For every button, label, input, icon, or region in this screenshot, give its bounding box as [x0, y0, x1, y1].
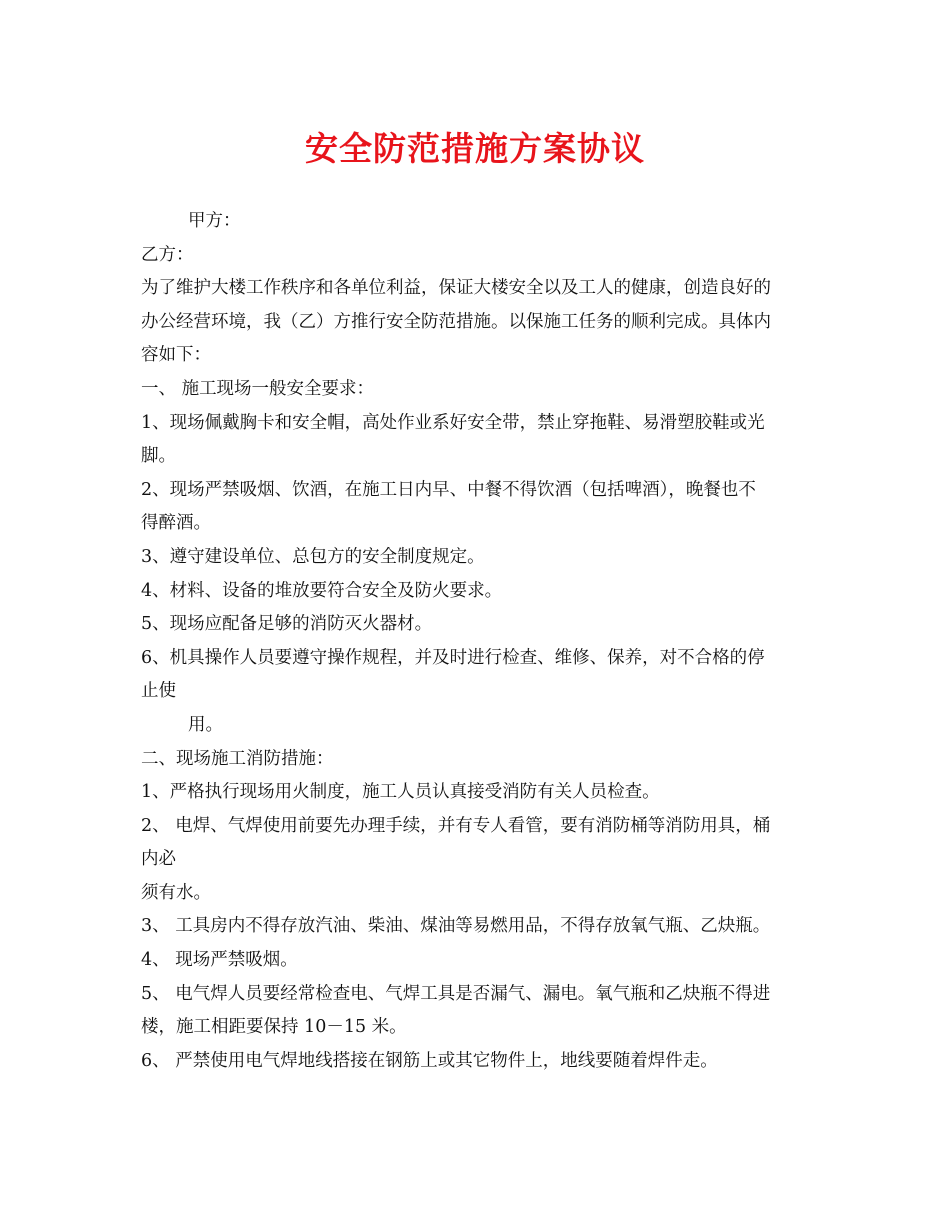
text-line: 2、 电焊、气焊使用前要先办理手续，并有专人看管，要有消防桶等消防用具，桶 [141, 815, 771, 836]
text-line: 2、现场严禁吸烟、饮酒，在施工日内早、中餐不得饮酒（包括啤酒），晚餐也不 [141, 479, 756, 500]
text-line: 1、严格执行现场用火制度，施工人员认真接受消防有关人员检查。 [141, 782, 660, 803]
text-line: 用。 [188, 714, 223, 735]
text-line: 6、机具操作人员要遵守操作规程，并及时进行检查、维修、保养，对不合格的停 [141, 647, 765, 668]
text-line: 4、 现场严禁吸烟。 [141, 950, 298, 971]
text-line: 乙方： [141, 244, 194, 265]
text-line: 容如下： [141, 345, 211, 366]
text-line: 一、 施工现场一般安全要求： [141, 378, 375, 399]
text-line: 楼，施工相距要保持 10－15 米。 [141, 1017, 407, 1038]
text-line: 3、 工具房内不得存放汽油、柴油、煤油等易燃用品，不得存放氧气瓶、乙炔瓶。 [141, 916, 771, 937]
text-line: 得醉酒。 [141, 513, 211, 534]
text-line: 5、现场应配备足够的消防灭火器材。 [141, 614, 433, 635]
text-line: 甲方： [188, 211, 241, 231]
document-body [141, 205, 816, 1078]
text-line: 4、材料、设备的堆放要符合安全及防火要求。 [141, 580, 503, 601]
text-line: 二、现场施工消防措施： [141, 748, 334, 769]
text-line: 脚。 [141, 446, 176, 467]
text-line: 须有水。 [141, 882, 211, 903]
text-line: 3、遵守建设单位、总包方的安全制度规定。 [141, 546, 485, 567]
text-line: 办公经营环境，我（乙）方推行安全防范措施。以保施工任务的顺利完成。具体内 [141, 311, 771, 332]
document-title: 安全防范措施方案协议 [305, 129, 645, 168]
text-line: 为了维护大楼工作秩序和各单位利益，保证大楼安全以及工人的健康，创造良好的 [141, 278, 771, 299]
text-line: 止使 [141, 681, 176, 702]
text-line: 5、 电气焊人员要经常检查电、气焊工具是否漏气、漏电。氧气瓶和乙炔瓶不得进 [141, 983, 771, 1004]
text-line: 6、 严禁使用电气焊地线搭接在钢筋上或其它物件上，地线要随着焊件走。 [141, 1050, 718, 1071]
text-line: 1、现场佩戴胸卡和安全帽，高处作业系好安全带，禁止穿拖鞋、易滑塑胶鞋或光 [141, 412, 765, 433]
text-line: 内必 [141, 849, 176, 870]
